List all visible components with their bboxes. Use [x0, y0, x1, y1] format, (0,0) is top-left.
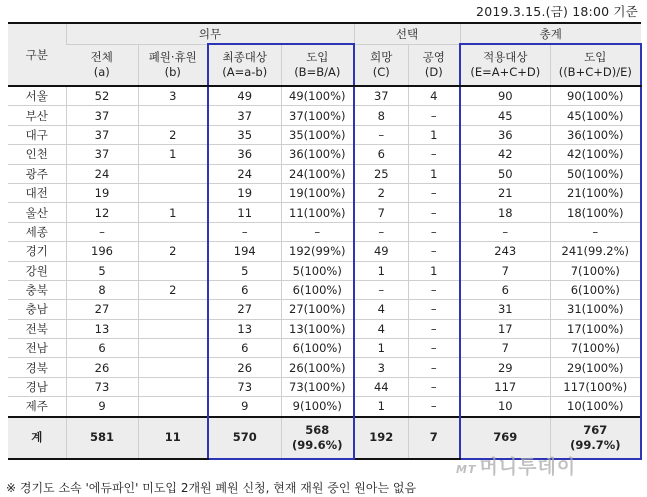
table-row — [8, 145, 641, 164]
table-cell — [138, 377, 208, 396]
table-cell: 25 — [354, 164, 408, 183]
table-cell: 4 — [408, 86, 460, 106]
region-label: 경북 — [8, 358, 66, 377]
table-cell: 17 — [460, 319, 550, 338]
table-cell: 19 — [66, 183, 138, 202]
table-cell: 35(100%) — [281, 125, 354, 144]
table-cell: 19(100%) — [281, 183, 354, 202]
total-cell: 769 — [460, 417, 550, 459]
table-cell: 26(100%) — [281, 358, 354, 377]
table-cell: 36 — [460, 125, 550, 144]
table-cell — [138, 397, 208, 417]
table-cell: 1 — [408, 164, 460, 183]
table-cell: 6 — [460, 280, 550, 299]
table-cell: – — [281, 222, 354, 241]
header-group-optional: 선택 — [354, 23, 460, 44]
table-cell: 7(100%) — [550, 261, 641, 280]
table-cell: 45(100%) — [550, 106, 641, 125]
table-cell: 7(100%) — [550, 339, 641, 358]
table-cell: 52 — [66, 86, 138, 106]
table-row — [8, 125, 641, 144]
region-label: 광주 — [8, 164, 66, 183]
table-cell: 1 — [138, 203, 208, 222]
table-cell — [138, 319, 208, 338]
table-cell: 8 — [354, 106, 408, 125]
table-cell: 2 — [138, 242, 208, 261]
table-row — [8, 280, 641, 299]
table-cell: 36(100%) — [550, 125, 641, 144]
table-cell: – — [408, 397, 460, 417]
table-cell: 42(100%) — [550, 145, 641, 164]
table-cell: – — [408, 339, 460, 358]
table-cell: – — [408, 183, 460, 202]
table-row — [8, 164, 641, 183]
table-cell: 37 — [354, 86, 408, 106]
region-label: 울산 — [8, 203, 66, 222]
table-cell: 5 — [66, 261, 138, 280]
table-cell: 18(100%) — [550, 203, 641, 222]
table-cell: 27(100%) — [281, 300, 354, 319]
header-row-groups — [8, 23, 641, 44]
table-cell: 1 — [354, 261, 408, 280]
watermark-logo: MT 머니투데이 — [456, 456, 577, 478]
table-cell: – — [408, 300, 460, 319]
table-cell — [138, 300, 208, 319]
table-cell: 50(100%) — [550, 164, 641, 183]
table-cell: 11(100%) — [281, 203, 354, 222]
table-cell: – — [408, 222, 460, 241]
header-col-applied-target: 적용대상 (E=A+C+D) — [460, 44, 550, 86]
table-cell: 12 — [66, 203, 138, 222]
table-cell: 9 — [66, 397, 138, 417]
table-cell: 13 — [208, 319, 281, 338]
table-cell: 9 — [208, 397, 281, 417]
table-cell: – — [408, 106, 460, 125]
table-cell: 73(100%) — [281, 377, 354, 396]
region-label: 전남 — [8, 339, 66, 358]
table-cell: – — [354, 125, 408, 144]
table-cell: 8 — [66, 280, 138, 299]
table-cell: – — [408, 319, 460, 338]
table-cell: – — [550, 222, 641, 241]
table-cell: 7 — [460, 339, 550, 358]
table-cell: 24 — [66, 164, 138, 183]
total-cell: 581 — [66, 417, 138, 459]
region-label: 대구 — [8, 125, 66, 144]
table-row — [8, 203, 641, 222]
region-label: 세종 — [8, 222, 66, 241]
table-cell: – — [408, 145, 460, 164]
total-cell: 767 (99.7%) — [550, 417, 641, 459]
table-cell: 73 — [66, 377, 138, 396]
table-cell: 24 — [208, 164, 281, 183]
table-cell: 4 — [354, 300, 408, 319]
table-cell: 49 — [354, 242, 408, 261]
header-group-total: 총계 — [460, 23, 641, 44]
footnote: ※ 경기도 소속 '에듀파인' 미도입 2개원 폐원 신청, 현재 재원 중인 원아는 없음 — [6, 481, 417, 495]
header-row-columns — [8, 44, 641, 86]
table-cell: 13 — [66, 319, 138, 338]
table-cell: 4 — [354, 319, 408, 338]
table-cell: 6 — [208, 280, 281, 299]
table-cell: 117(100%) — [550, 377, 641, 396]
table-cell: 1 — [408, 125, 460, 144]
table-cell: 2 — [138, 280, 208, 299]
table-body — [8, 86, 641, 459]
table-cell: 37(100%) — [281, 106, 354, 125]
table-cell: 37 — [66, 145, 138, 164]
table-cell: 7 — [354, 203, 408, 222]
table-cell: 37 — [66, 106, 138, 125]
table-cell: – — [66, 222, 138, 241]
header-col-closed-b: 폐원·휴원 (b) — [138, 44, 208, 86]
total-cell: 570 — [208, 417, 281, 459]
header-col-public-d: 공영 (D) — [408, 44, 460, 86]
table-cell: 1 — [354, 397, 408, 417]
region-label: 제주 — [8, 397, 66, 417]
table-cell: 36 — [208, 145, 281, 164]
table-cell: – — [354, 222, 408, 241]
table-row — [8, 319, 641, 338]
table-cell: 35 — [208, 125, 281, 144]
table-row — [8, 397, 641, 417]
header-col-adoption-total: 도입 ((B+C+D)/E) — [550, 44, 641, 86]
table-cell: 243 — [460, 242, 550, 261]
table-cell: 21 — [460, 183, 550, 202]
table-cell: 31(100%) — [550, 300, 641, 319]
table-cell: 6 — [66, 339, 138, 358]
table-cell: 2 — [138, 125, 208, 144]
table-cell: 45 — [460, 106, 550, 125]
table-cell: 18 — [460, 203, 550, 222]
table-cell: 117 — [460, 377, 550, 396]
table-cell: 241(99.2%) — [550, 242, 641, 261]
kindergarten-edufine-table — [8, 22, 642, 460]
table-row — [8, 222, 641, 241]
table-cell: 49(100%) — [281, 86, 354, 106]
table-cell: 6(100%) — [281, 280, 354, 299]
table-cell: – — [208, 222, 281, 241]
table-row — [8, 86, 641, 106]
table-cell: 3 — [138, 86, 208, 106]
table-cell: 31 — [460, 300, 550, 319]
table-cell: 49 — [208, 86, 281, 106]
table-cell: 90(100%) — [550, 86, 641, 106]
table-cell: 44 — [354, 377, 408, 396]
total-cell: 7 — [408, 417, 460, 459]
table-cell: 1 — [354, 339, 408, 358]
table-cell: 29 — [460, 358, 550, 377]
total-label: 계 — [8, 417, 66, 459]
table-cell: 10(100%) — [550, 397, 641, 417]
table-cell: 90 — [460, 86, 550, 106]
table-cell: 194 — [208, 242, 281, 261]
table-cell: 24(100%) — [281, 164, 354, 183]
table-cell: – — [408, 203, 460, 222]
table-cell: 192(99%) — [281, 242, 354, 261]
table-row — [8, 106, 641, 125]
table-cell: 37 — [66, 125, 138, 144]
table-cell: 6(100%) — [281, 339, 354, 358]
table-cell: – — [354, 280, 408, 299]
table-cell: 2 — [354, 183, 408, 202]
table-cell: 26 — [208, 358, 281, 377]
table-row — [8, 377, 641, 396]
table-cell: 5 — [208, 261, 281, 280]
table-row — [8, 261, 641, 280]
total-cell: 192 — [354, 417, 408, 459]
table-cell: 1 — [138, 145, 208, 164]
table-cell: 6 — [208, 339, 281, 358]
region-label: 부산 — [8, 106, 66, 125]
table-cell — [138, 339, 208, 358]
table-row — [8, 183, 641, 202]
table-cell: 36(100%) — [281, 145, 354, 164]
region-label: 서울 — [8, 86, 66, 106]
region-label: 전북 — [8, 319, 66, 338]
table-row — [8, 300, 641, 319]
header-col-adoption-b: 도입 (B=B/A) — [281, 44, 354, 86]
table-cell: 9(100%) — [281, 397, 354, 417]
table-cell: 196 — [66, 242, 138, 261]
table-cell: 6(100%) — [550, 280, 641, 299]
table-cell: 7 — [460, 261, 550, 280]
table-cell: 29(100%) — [550, 358, 641, 377]
table-cell: 3 — [354, 358, 408, 377]
region-label: 충남 — [8, 300, 66, 319]
table-cell: 10 — [460, 397, 550, 417]
region-label: 대전 — [8, 183, 66, 202]
table-cell: 37 — [208, 106, 281, 125]
table-cell: 73 — [208, 377, 281, 396]
header-col-final-target: 최종대상 (A=a-b) — [208, 44, 281, 86]
table-cell: 17(100%) — [550, 319, 641, 338]
table-cell — [138, 106, 208, 125]
table-cell: 5(100%) — [281, 261, 354, 280]
table-cell — [138, 183, 208, 202]
table-cell: 13(100%) — [281, 319, 354, 338]
table-cell: 19 — [208, 183, 281, 202]
region-label: 강원 — [8, 261, 66, 280]
table-cell: 1 — [408, 261, 460, 280]
total-cell: 11 — [138, 417, 208, 459]
region-label: 경남 — [8, 377, 66, 396]
table-cell: – — [408, 377, 460, 396]
header-col-total-a: 전체 (a) — [66, 44, 138, 86]
region-label: 인천 — [8, 145, 66, 164]
header-gubun: 구분 — [8, 23, 66, 86]
table-cell — [138, 261, 208, 280]
table-cell: – — [408, 242, 460, 261]
table-cell: 27 — [208, 300, 281, 319]
table-cell: – — [460, 222, 550, 241]
region-label: 경기 — [8, 242, 66, 261]
total-cell: 568 (99.6%) — [281, 417, 354, 459]
table-row — [8, 242, 641, 261]
reference-date: 2019.3.15.(금) 18:00 기준 — [476, 4, 638, 19]
table-cell: 21(100%) — [550, 183, 641, 202]
table-cell: 27 — [66, 300, 138, 319]
table-row — [8, 358, 641, 377]
table-cell: – — [408, 280, 460, 299]
table-cell: 50 — [460, 164, 550, 183]
table-cell — [138, 222, 208, 241]
header-col-hope-c: 희망 (C) — [354, 44, 408, 86]
table-cell: 6 — [354, 145, 408, 164]
header-group-mandatory: 의무 — [66, 23, 354, 44]
table-cell: 42 — [460, 145, 550, 164]
table-cell: 26 — [66, 358, 138, 377]
table-cell: – — [408, 358, 460, 377]
table-row — [8, 339, 641, 358]
table-cell: 11 — [208, 203, 281, 222]
table-cell — [138, 358, 208, 377]
region-label: 충북 — [8, 280, 66, 299]
table-cell — [138, 164, 208, 183]
